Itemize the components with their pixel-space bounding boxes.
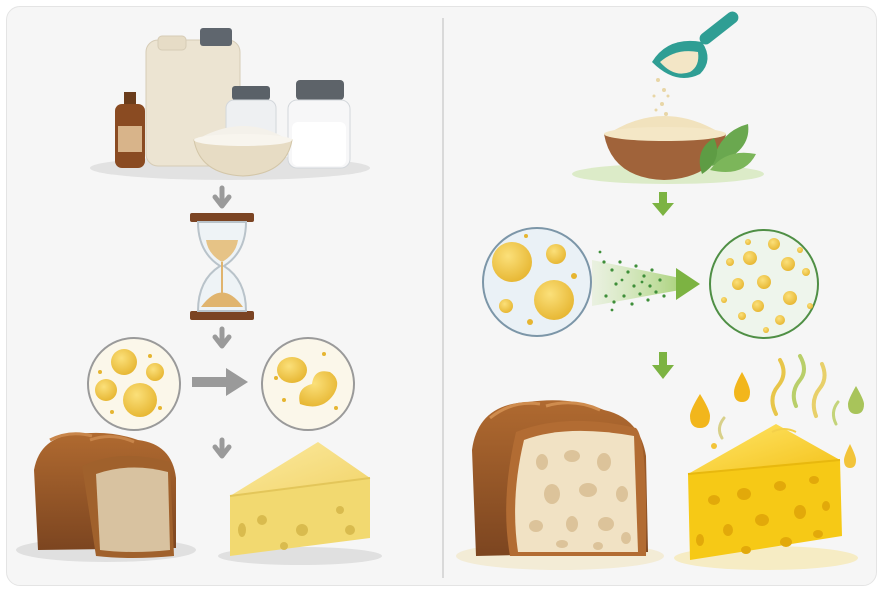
hourglass-icon <box>190 213 254 320</box>
bread-icon <box>456 400 664 570</box>
left-panel <box>16 28 382 565</box>
powder-stream <box>653 78 670 122</box>
right-panel <box>456 9 864 570</box>
arrow-right-icon <box>676 268 700 300</box>
arrow-right-icon <box>192 368 248 396</box>
globule-circle-icon <box>710 230 818 338</box>
arrow-down-icon <box>652 192 674 216</box>
cheese-icon <box>218 442 382 565</box>
ingredients-group <box>90 28 370 180</box>
scoop-icon <box>652 9 741 78</box>
drop-icon <box>711 443 717 449</box>
bread-icon <box>16 433 196 562</box>
bottle-icon <box>115 92 145 168</box>
jar-icon <box>288 80 350 168</box>
drop-icon <box>734 372 750 402</box>
arrow-down-icon <box>215 329 229 346</box>
drop-icon <box>844 444 856 468</box>
drop-icon <box>690 394 710 428</box>
globule-circle-icon <box>88 338 180 430</box>
transfer-spray <box>592 251 700 312</box>
globule-circle-icon <box>483 228 591 336</box>
arrow-down-icon <box>652 352 674 379</box>
arrow-down-icon <box>215 440 229 456</box>
arrow-down-icon <box>215 188 229 206</box>
cheese-icon <box>674 424 858 570</box>
drop-icon <box>848 386 864 414</box>
globule-circle-icon <box>262 338 354 430</box>
